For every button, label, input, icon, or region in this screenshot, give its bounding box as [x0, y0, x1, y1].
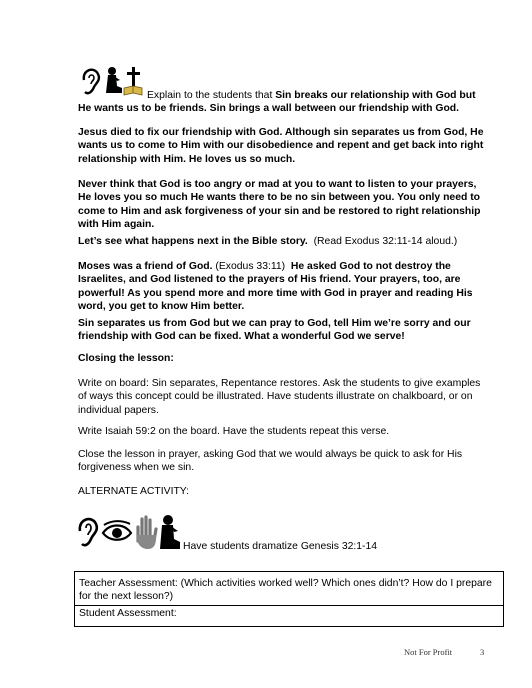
paragraph-write-isaiah: Write Isaiah 59:2 on the board. Have the students repeat this verse.: [78, 426, 390, 437]
assessment-divider: [75, 605, 503, 606]
paragraph-intro-text: Explain to the students that: [147, 90, 276, 101]
paragraph-write-on-board: Write on board: Sin separates, Repentance restores. Ask the students to give examples of ways this concept could be illustrated. Have students illustrate on chalkboard, or on individual papers.: [78, 378, 481, 416]
paragraph-sin-separates: Sin separates us from God but we can pray to God, tell Him we’re sorry and our friendship with God can be fixed. What a wonderful God we serve!: [78, 318, 471, 343]
student-assessment: Student Assessment:: [79, 608, 177, 619]
paragraph-sin-breaks-relationship: [78, 89, 488, 116]
alternate-activity-heading: ALTERNATE ACTIVITY:: [78, 486, 190, 497]
activity-instruction: Have students dramatize Genesis 32:1-14: [183, 541, 378, 552]
moses-bold-2: He asked God to not destroy the Israelites, and God listened to the prayers of His friend. Your prayers, too, are powerful! As you spend more and more time with God in prayer and reading His word, you get to know Him better.: [78, 261, 473, 313]
moses-bold-1: Moses was a friend of God.: [78, 261, 213, 272]
page-number: 3: [480, 647, 485, 657]
bible-story-bold: Let’s see what happens next in the Bible story.: [78, 236, 308, 247]
paragraph-bible-story: [78, 235, 488, 248]
bible-story-reference: (Read Exodus 32:11-14 aloud.): [307, 236, 458, 247]
hand-icon: [137, 517, 156, 549]
paragraph-bold-text: Sin breaks our relationship with God but He wants us to be friends. Sin brings a wall between our friendship with God.: [78, 90, 476, 115]
paragraph-close-in-prayer: Close the lesson in prayer, asking God that we would always be quick to ask for His forgiveness when we sin.: [78, 449, 463, 474]
closing-heading: Closing the lesson:: [78, 353, 174, 364]
ear-icon: [80, 519, 97, 545]
assessment-box: [74, 571, 504, 627]
lesson-icons-row-2: [76, 511, 184, 553]
paragraph-moses-friend: [78, 260, 488, 314]
eye-icon: [103, 521, 131, 540]
footer-not-for-profit: Not For Profit: [404, 647, 453, 657]
paragraph-jesus-died: Jesus died to fix our friendship with God. Although sin separates us from God, He wants us to come to Him with our disobedience and repent and get back into right relationship with Him. He loves us so much.: [78, 127, 484, 165]
moses-reference: (Exodus 33:11): [212, 261, 291, 272]
teacher-assessment: Teacher Assessment: (Which activities worked well? Which ones didn’t? How do I prepare for the next lesson?): [79, 578, 492, 602]
kneeling-prayer-icon: [160, 515, 180, 549]
paragraph-never-think: Never think that God is too angry or mad at you to want to listen to your prayers, He loves you so much He wants there to be no sin between you. You only need to come to Him and ask forgiveness of your sin and be restored to right relationship with Him again.: [78, 179, 481, 231]
